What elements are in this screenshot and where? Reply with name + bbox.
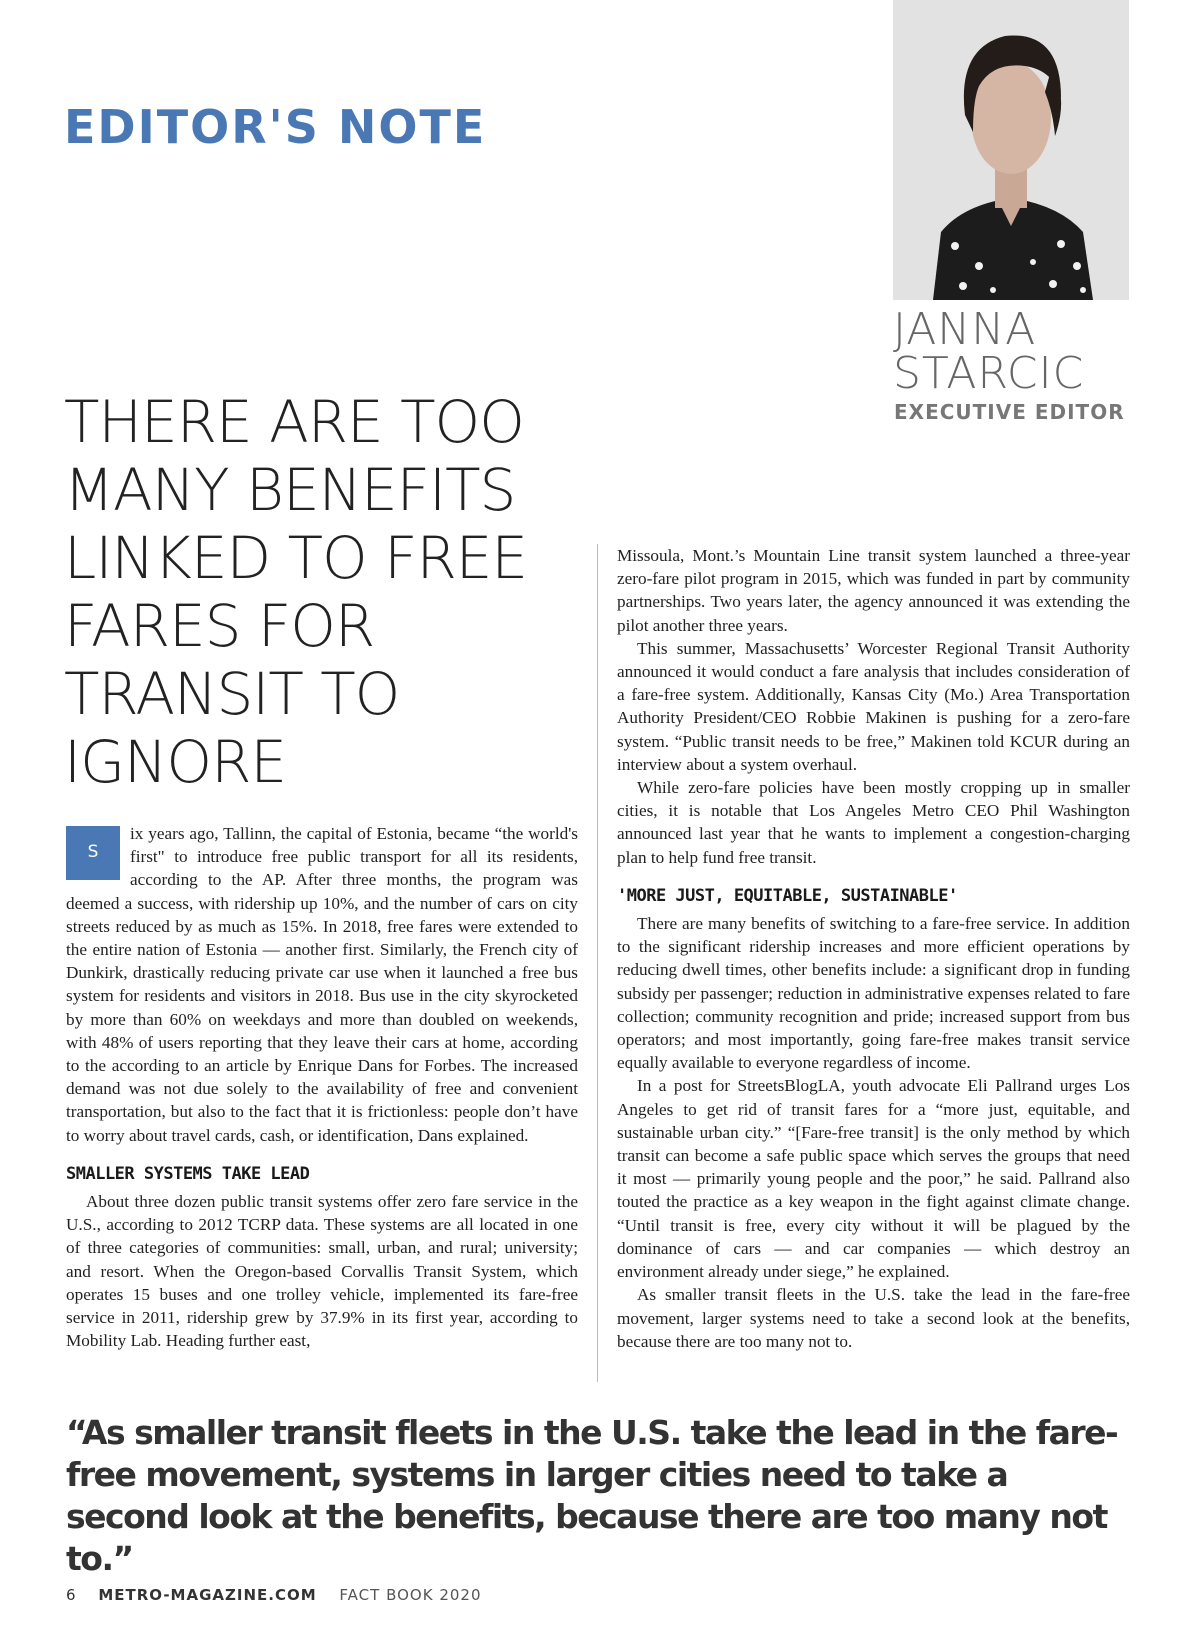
author-title: EXECUTIVE EDITOR <box>894 400 1125 424</box>
author-name-first: JANNA <box>893 304 1037 355</box>
article-paragraph: As smaller transit fleets in the U.S. take the lead in the fare-free movement, larger systems need to take a second look at the benefits, because there are too many not to. <box>617 1285 1130 1351</box>
subhead-smaller-systems: SMALLER SYSTEMS TAKE LEAD <box>66 1163 310 1184</box>
subhead-more-just: 'MORE JUST, EQUITABLE, SUSTAINABLE' <box>617 885 958 906</box>
pull-quote: “As smaller transit fleets in the U.S. take the lead in the fare-free movement, systems in larger cities need to take a second look at the benefits, because there are too many not to.” <box>66 1413 1118 1578</box>
author-photo <box>893 0 1129 300</box>
headline: THERE ARE TOO MANY BENEFITS LINKED TO FREE FARES FOR TRANSIT TO IGNORE <box>64 388 528 796</box>
article-column-right <box>617 544 1130 1353</box>
issue-label: FACT BOOK 2020 <box>339 1586 482 1604</box>
article-paragraph: There are many benefits of switching to a fare-free service. In addition to the significant ridership increases and more efficient operations by reducing dwell times, other benefits include: a significant drop in funding subsidy per passenger; reduction in administrative expenses related to fare collection; community recognition and pride; increased support from bus operators; and most importantly, going fare-free makes transit service equally available to everyone regardless of income. <box>617 914 1130 1073</box>
column-divider <box>597 544 598 1382</box>
author-byline <box>893 304 1193 424</box>
article-paragraph: This summer, Massachusetts’ Worcester Regional Transit Authority announced it would conduct a fare analysis that includes consideration of a fare-free system. Additionally, Kansas City (Mo.) Area Transportation Authority President/CEO Robbie Makinen is pushing for a zero-fare system. “Public transit needs to be free,” Makinen told KCUR during an interview about a system overhaul. <box>617 638 1130 774</box>
article-intro: ix years ago, Tallinn, the capital of Estonia, became “the world's first" to introduce free public transport for all its residents, according to the AP. After three months, the program was deemed a success, with ridership up 10%, and the number of cars on city streets reduced by as much as 15%. In 2018, free fares were extended to the entire nation of Estonia — another first. Similarly, the French city of Dunkirk, drastically reducing private car use when it launched a free bus system for residents and visitors in 2018. Bus use in the city skyrocketed by more than 60% on weekdays and more than doubled on weekends, with 48% of users reporting that they leave their cars at home, according to the according to an article by Enrique Dans for Forbes. The increased demand was not due solely to the availability of free and convenient transportation, but also to the fact that it is frictionless: people don’t have to worry about travel cards, cash, or identification, Dans explained. <box>66 824 578 1145</box>
drop-cap: S <box>66 826 120 880</box>
article-paragraph: Missoula, Mont.’s Mountain Line transit system launched a three-year zero-fare pilot program in 2015, which was funded in part by community partnerships. Two years later, the agency announced it was extending the pilot another three years. <box>617 546 1130 635</box>
article-paragraph: While zero-fare policies have been mostly cropping up in smaller cities, it is notable that Los Angeles Metro CEO Phil Washington announced last year that he wants to implement a congestion-charging plan to help fund free transit. <box>617 778 1130 867</box>
page-footer <box>66 1586 500 1604</box>
article-paragraph: About three dozen public transit systems offer zero fare service in the U.S., according to 2012 TCRP data. These systems are all located in one of three categories of communities: small, urban, and rural; university; and resort. When the Oregon-based Corvallis Transit System, which operates 15 buses and one trolley vehicle, implemented its fare-free service in 2011, ridership grew by 37.9% in its first year, according to Mobility Lab. Heading further east, <box>66 1192 578 1351</box>
section-kicker: EDITOR'S NOTE <box>64 100 487 154</box>
site-link[interactable]: METRO-MAGAZINE.COM <box>98 1586 317 1604</box>
article-column-left <box>66 822 578 1352</box>
article-paragraph: In a post for StreetsBlogLA, youth advocate Eli Pallrand urges Los Angeles to get rid of transit fares for a “more just, equitable, and sustainable urban city.” “[Fare-free transit] is the only method by which transit can become a safe public space which serves the groups that need it most — primarily young people and the poor,” he said. Pallrand also touted the practice as a key weapon in the fight against climate change. “Until transit is free, every city without it will be plagued by the dominance of cars — and car companies — which destroy an environment already under siege,” he explained. <box>617 1076 1130 1282</box>
page-number: 6 <box>66 1586 76 1604</box>
author-name-last: STARCIC <box>893 348 1085 399</box>
